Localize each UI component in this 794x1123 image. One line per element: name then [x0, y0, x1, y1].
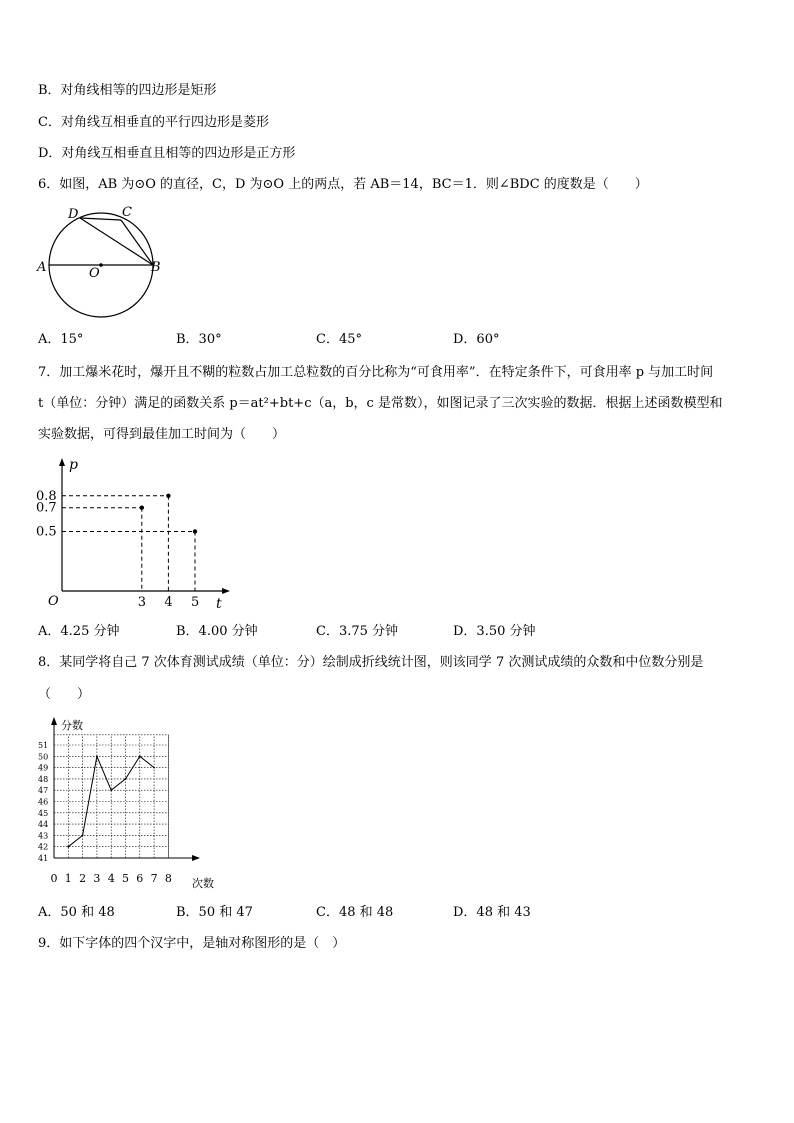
label-a: A [37, 260, 47, 275]
y-tick-label: 47 [38, 786, 49, 796]
y-tick-label: 50 [38, 752, 49, 762]
q8-option-c: C．48 和 48 [316, 905, 394, 920]
score-point [125, 778, 127, 780]
x-tick-label: 3 [93, 872, 101, 885]
q7-stem-line1: 7．加工爆米花时，爆开且不糊的粒数占加工总粒数的百分比称为“可食用率”．在特定条件下，可食用率 p 与加工时间 [38, 365, 714, 380]
q7-stem-line2: t（单位：分钟）满足的函数关系 p＝at²+bt+c（a，b，c 是常数），如图记录了三次实验的数据．根据上述函数模型和 [38, 396, 723, 411]
y-tick-label: 0.8 [36, 488, 57, 504]
y-tick-label: 49 [38, 763, 49, 773]
label-o: O [89, 266, 100, 281]
q6-option-b: B．30° [176, 332, 222, 347]
q6-option-d: D．60° [453, 332, 500, 347]
q7-option-c: C．3.75 分钟 [316, 624, 399, 639]
y-tick-label: 0.7 [36, 500, 57, 516]
y-tick-label: 45 [38, 808, 49, 818]
x-tick-label: 5 [122, 872, 129, 885]
y-tick-label: 43 [38, 831, 49, 841]
q7-option-a: A．4.25 分钟 [38, 624, 120, 639]
x-tick-label: 0 [50, 872, 58, 885]
q6-stem: 6．如图，AB 为⊙O 的直径，C，D 为⊙O 上的两点，若 AB＝14，BC＝1．则∠BDC 的度数是（ ） [38, 177, 648, 192]
score-point [67, 846, 69, 848]
label-c: C [122, 205, 132, 220]
q7-option-d: D．3.50 分钟 [453, 624, 536, 639]
x-tick-label: 2 [79, 872, 87, 885]
x-tick-label: 8 [164, 872, 172, 885]
q6-option-c: C．45° [316, 332, 362, 347]
x-tick-label: 5 [191, 595, 200, 610]
x-tick-label: 7 [150, 872, 158, 885]
y-axis-arrow [51, 717, 57, 725]
data-point [140, 506, 144, 510]
data-point [193, 529, 197, 533]
y-tick-label: 41 [38, 854, 49, 863]
q8-option-a: A．50 和 48 [38, 905, 115, 920]
x-tick-label: 3 [137, 595, 147, 610]
y-tick-label: 0.5 [36, 524, 57, 540]
score-point [139, 755, 141, 757]
q5-option-b: B．对角线相等的四边形是矩形 [38, 83, 217, 98]
data-point [166, 494, 170, 498]
chord-db [80, 218, 153, 265]
score-point [110, 789, 112, 791]
q5-option-c: C．对角线互相垂直的平行四边形是菱形 [38, 115, 269, 130]
chord-dc [80, 218, 121, 220]
q5-option-d: D．对角线互相垂直且相等的四边形是正方形 [38, 146, 296, 161]
q8-stem-line2: （ ） [38, 687, 91, 702]
q6-option-a: A．15° [38, 332, 84, 347]
q8-option-d: D．48 和 43 [453, 905, 531, 920]
center-dot [99, 263, 103, 267]
x-axis-arrow [192, 855, 200, 861]
label-b: B [151, 260, 161, 275]
y-tick-label: 46 [38, 797, 49, 807]
q9-stem: 9．如下字体的四个汉字中，是轴对称图形的是（ ） [38, 936, 346, 951]
x-axis-label: 次数 [192, 877, 214, 890]
q8-option-b: B．50 和 47 [176, 905, 253, 920]
q8-score-line-chart [34, 715, 224, 892]
q7-option-b: B．4.00 分钟 [176, 624, 258, 639]
x-tick-label: 4 [107, 872, 115, 885]
y-axis-label: p [69, 457, 78, 473]
y-axis-label: 分数 [61, 719, 83, 732]
q7-stem-line3: 实验数据，可得到最佳加工时间为（ ） [38, 427, 286, 442]
q6-circle-figure [30, 200, 180, 325]
x-tick-label: 6 [136, 872, 144, 885]
y-tick-label: 48 [38, 774, 49, 784]
x-tick-label: 1 [64, 872, 72, 885]
x-axis-label: t [216, 596, 222, 612]
origin-label: O [48, 594, 59, 609]
score-point [82, 835, 84, 837]
x-axis-arrow [222, 588, 230, 594]
q8-stem-line1: 8．某同学将自己 7 次体育测试成绩（单位：分）绘制成折线统计图，则该同学 7 次测试成绩的众数和中位数分别是 [38, 655, 704, 670]
y-tick-label: 51 [38, 741, 49, 750]
y-axis-arrow [59, 458, 65, 466]
y-tick-label: 42 [38, 842, 49, 852]
label-d: D [68, 207, 79, 222]
x-tick-label: 4 [164, 595, 173, 610]
q7-parabola-data-chart [34, 453, 244, 618]
y-tick-label: 44 [38, 820, 49, 830]
score-point [153, 767, 155, 769]
score-point [96, 755, 98, 757]
